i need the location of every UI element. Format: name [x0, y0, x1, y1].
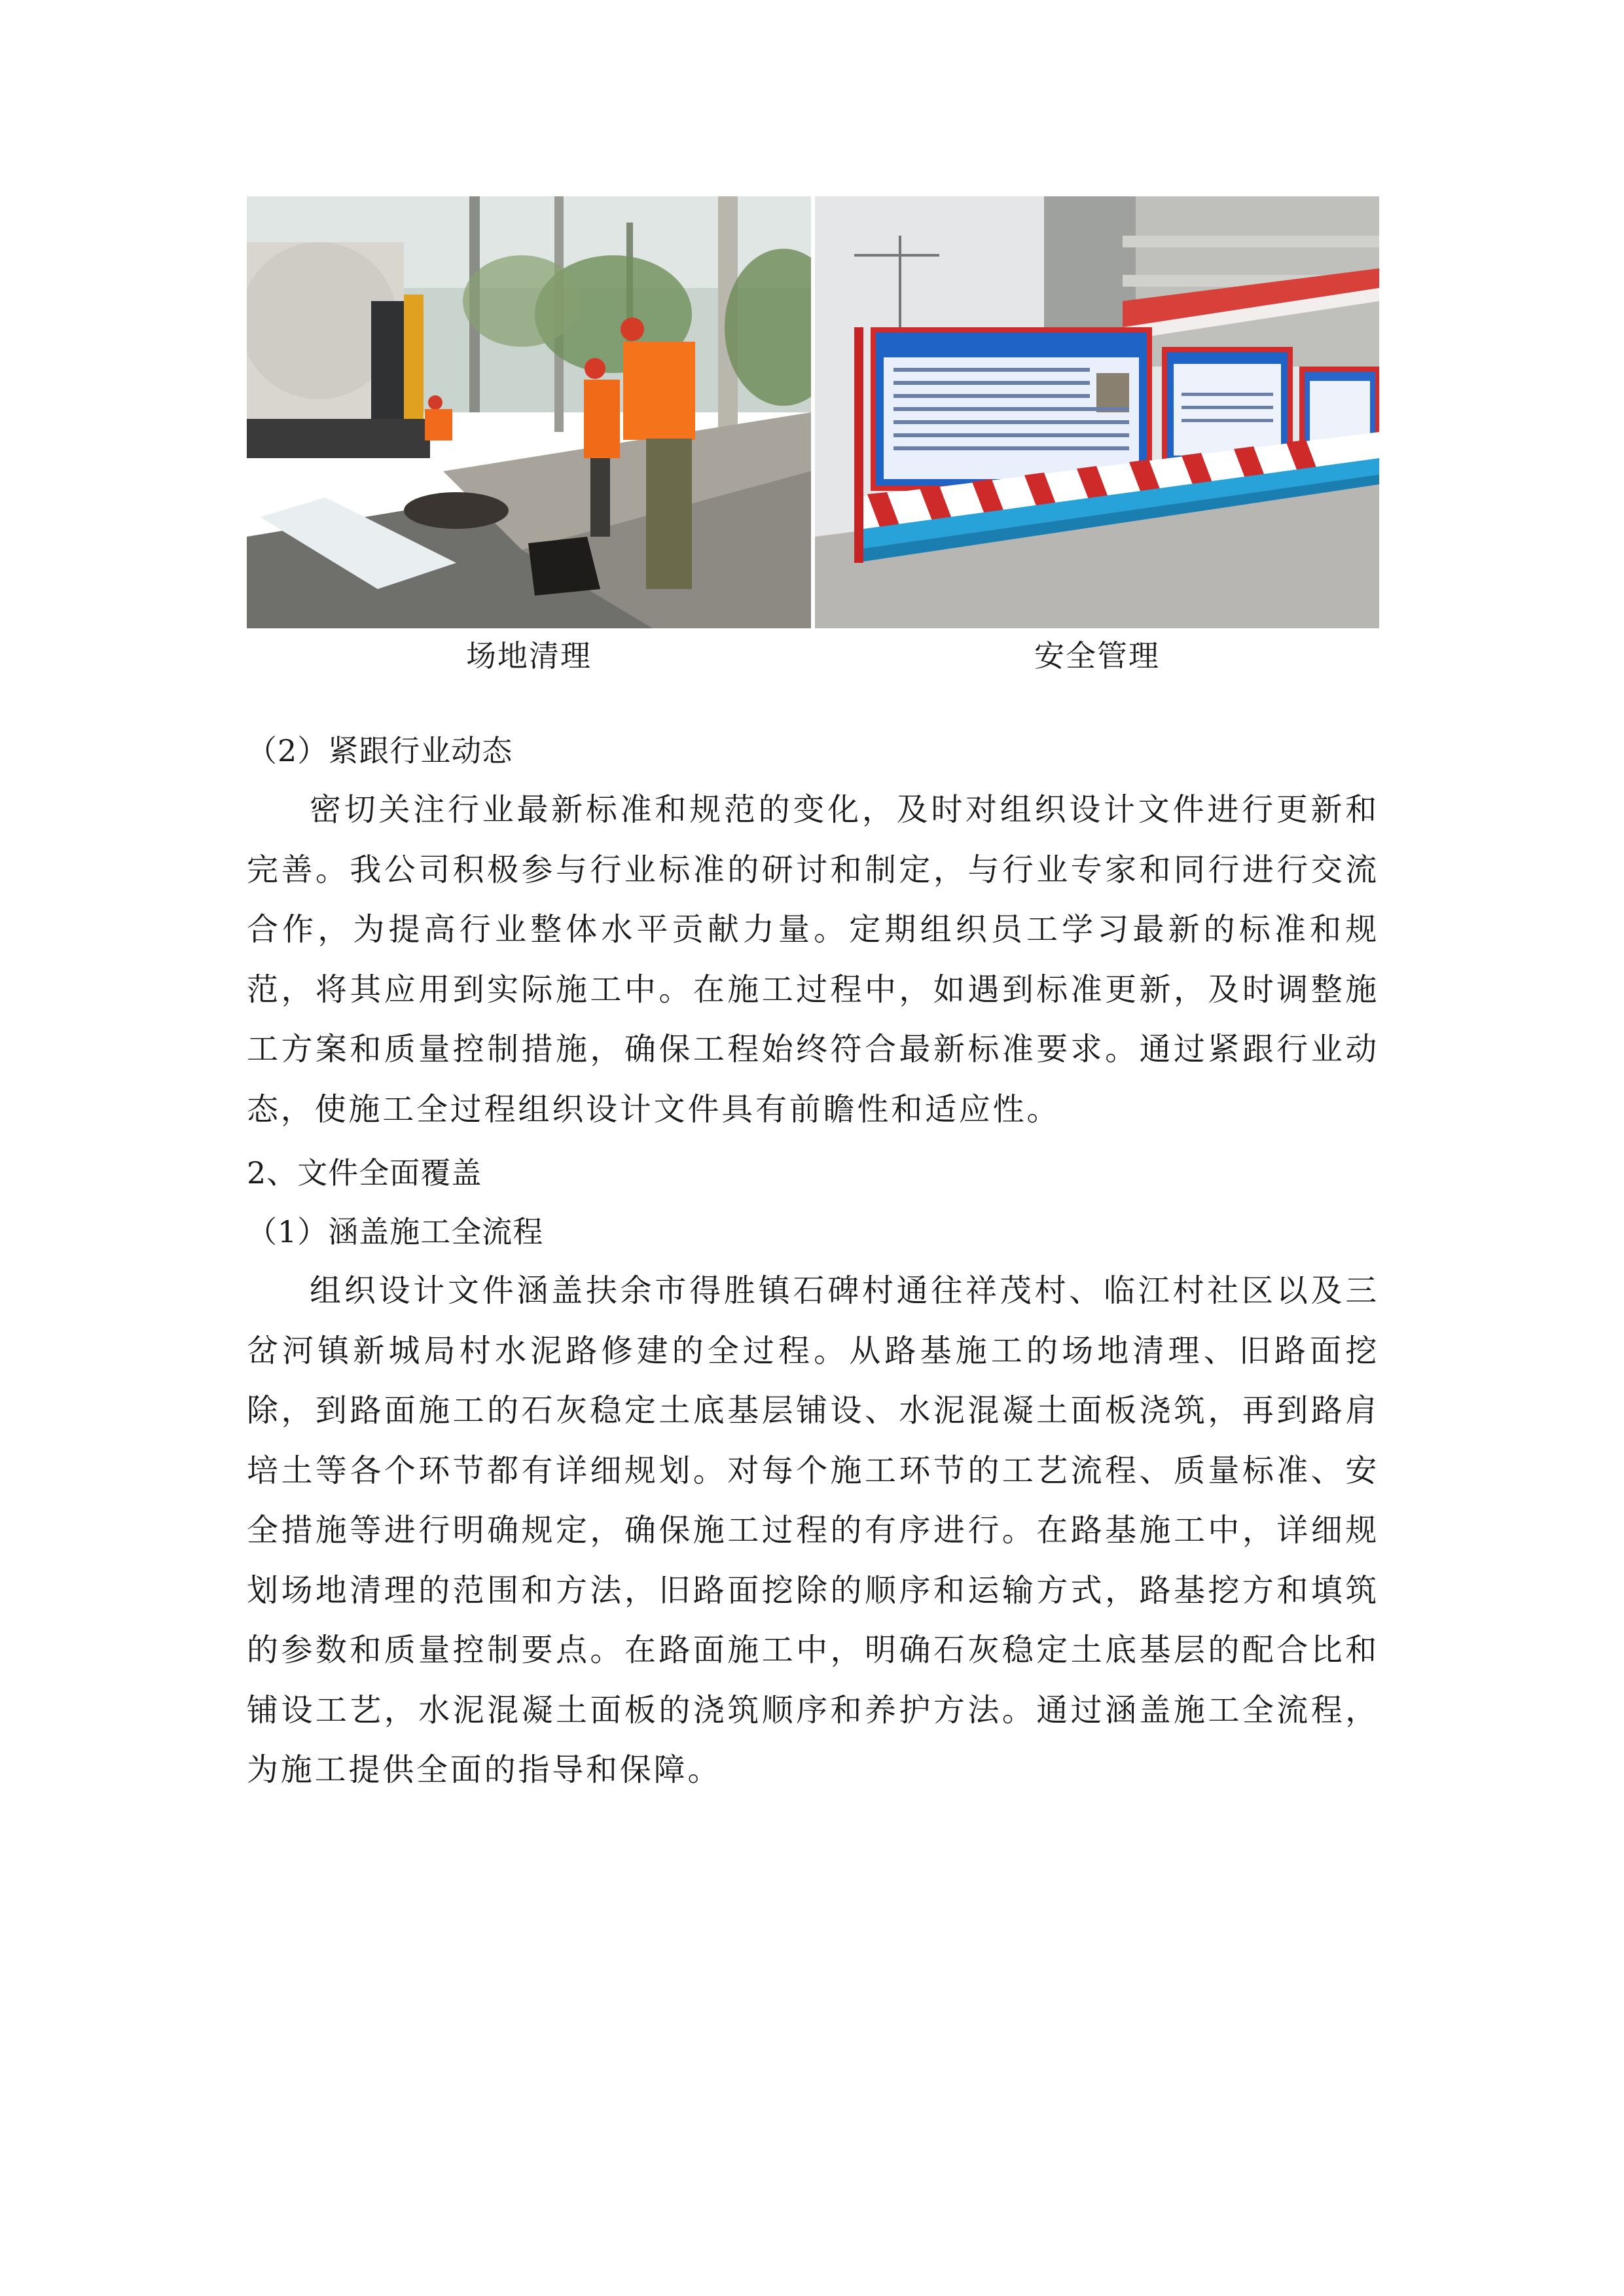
document-body: [247, 721, 1379, 1801]
figure-caption-safety-management: 安全管理: [1034, 638, 1160, 673]
paragraph-industry-trends: 密切关注行业最新标准和规范的变化，及时对组织设计文件进行更新和完善。我公司积极参与行业标准的研讨和制定，与行业专家和同行进行交流合作，为提高行业整体水平贡献力量。定期组织员工学习最新的标准和规范，将其应用到实际施工中。在施工过程中，如遇到标准更新，及时调整施工方案和质量控制措施，确保工程始终符合最新标准要求。通过紧跟行业动态，使施工全过程组织设计文件具有前瞻性和适应性。: [247, 791, 1379, 1128]
safety-management-photo: [815, 196, 1379, 628]
section-heading-full-coverage: 2、文件全面覆盖: [247, 1155, 482, 1191]
figure-row: [247, 196, 1379, 628]
subsection-heading-full-process: （1）涵盖施工全流程: [247, 1214, 544, 1249]
paragraph-full-process: 组织设计文件涵盖扶余市得胜镇石碑村通往祥茂村、临江村社区以及三岔河镇新城局村水泥路修建的全过程。从路基施工的场地清理、旧路面挖除，到路面施工的石灰稳定土底基层铺设、水泥混凝土面板浇筑，再到路肩培土等各个环节都有详细规划。对每个施工环节的工艺流程、质量标准、安全措施等进行明确规定，确保施工过程的有序进行。在路基施工中，详细规划场地清理的范围和方法，旧路面挖除的顺序和运输方式，路基挖方和填筑的参数和质量控制要点。在路面施工中，明确石灰稳定土底基层的配合比和铺设工艺，水泥混凝土面板的浇筑顺序和养护方法。通过涵盖施工全流程，为施工提供全面的指导和保障。: [247, 1272, 1379, 1788]
figure-caption-site-clearing: 场地清理: [466, 638, 592, 673]
site-clearing-photo: [247, 196, 811, 628]
site-clearing-image: [247, 196, 811, 628]
subsection-heading-industry-trends: （2）紧跟行业动态: [247, 733, 513, 768]
safety-management-image: [815, 196, 1379, 628]
